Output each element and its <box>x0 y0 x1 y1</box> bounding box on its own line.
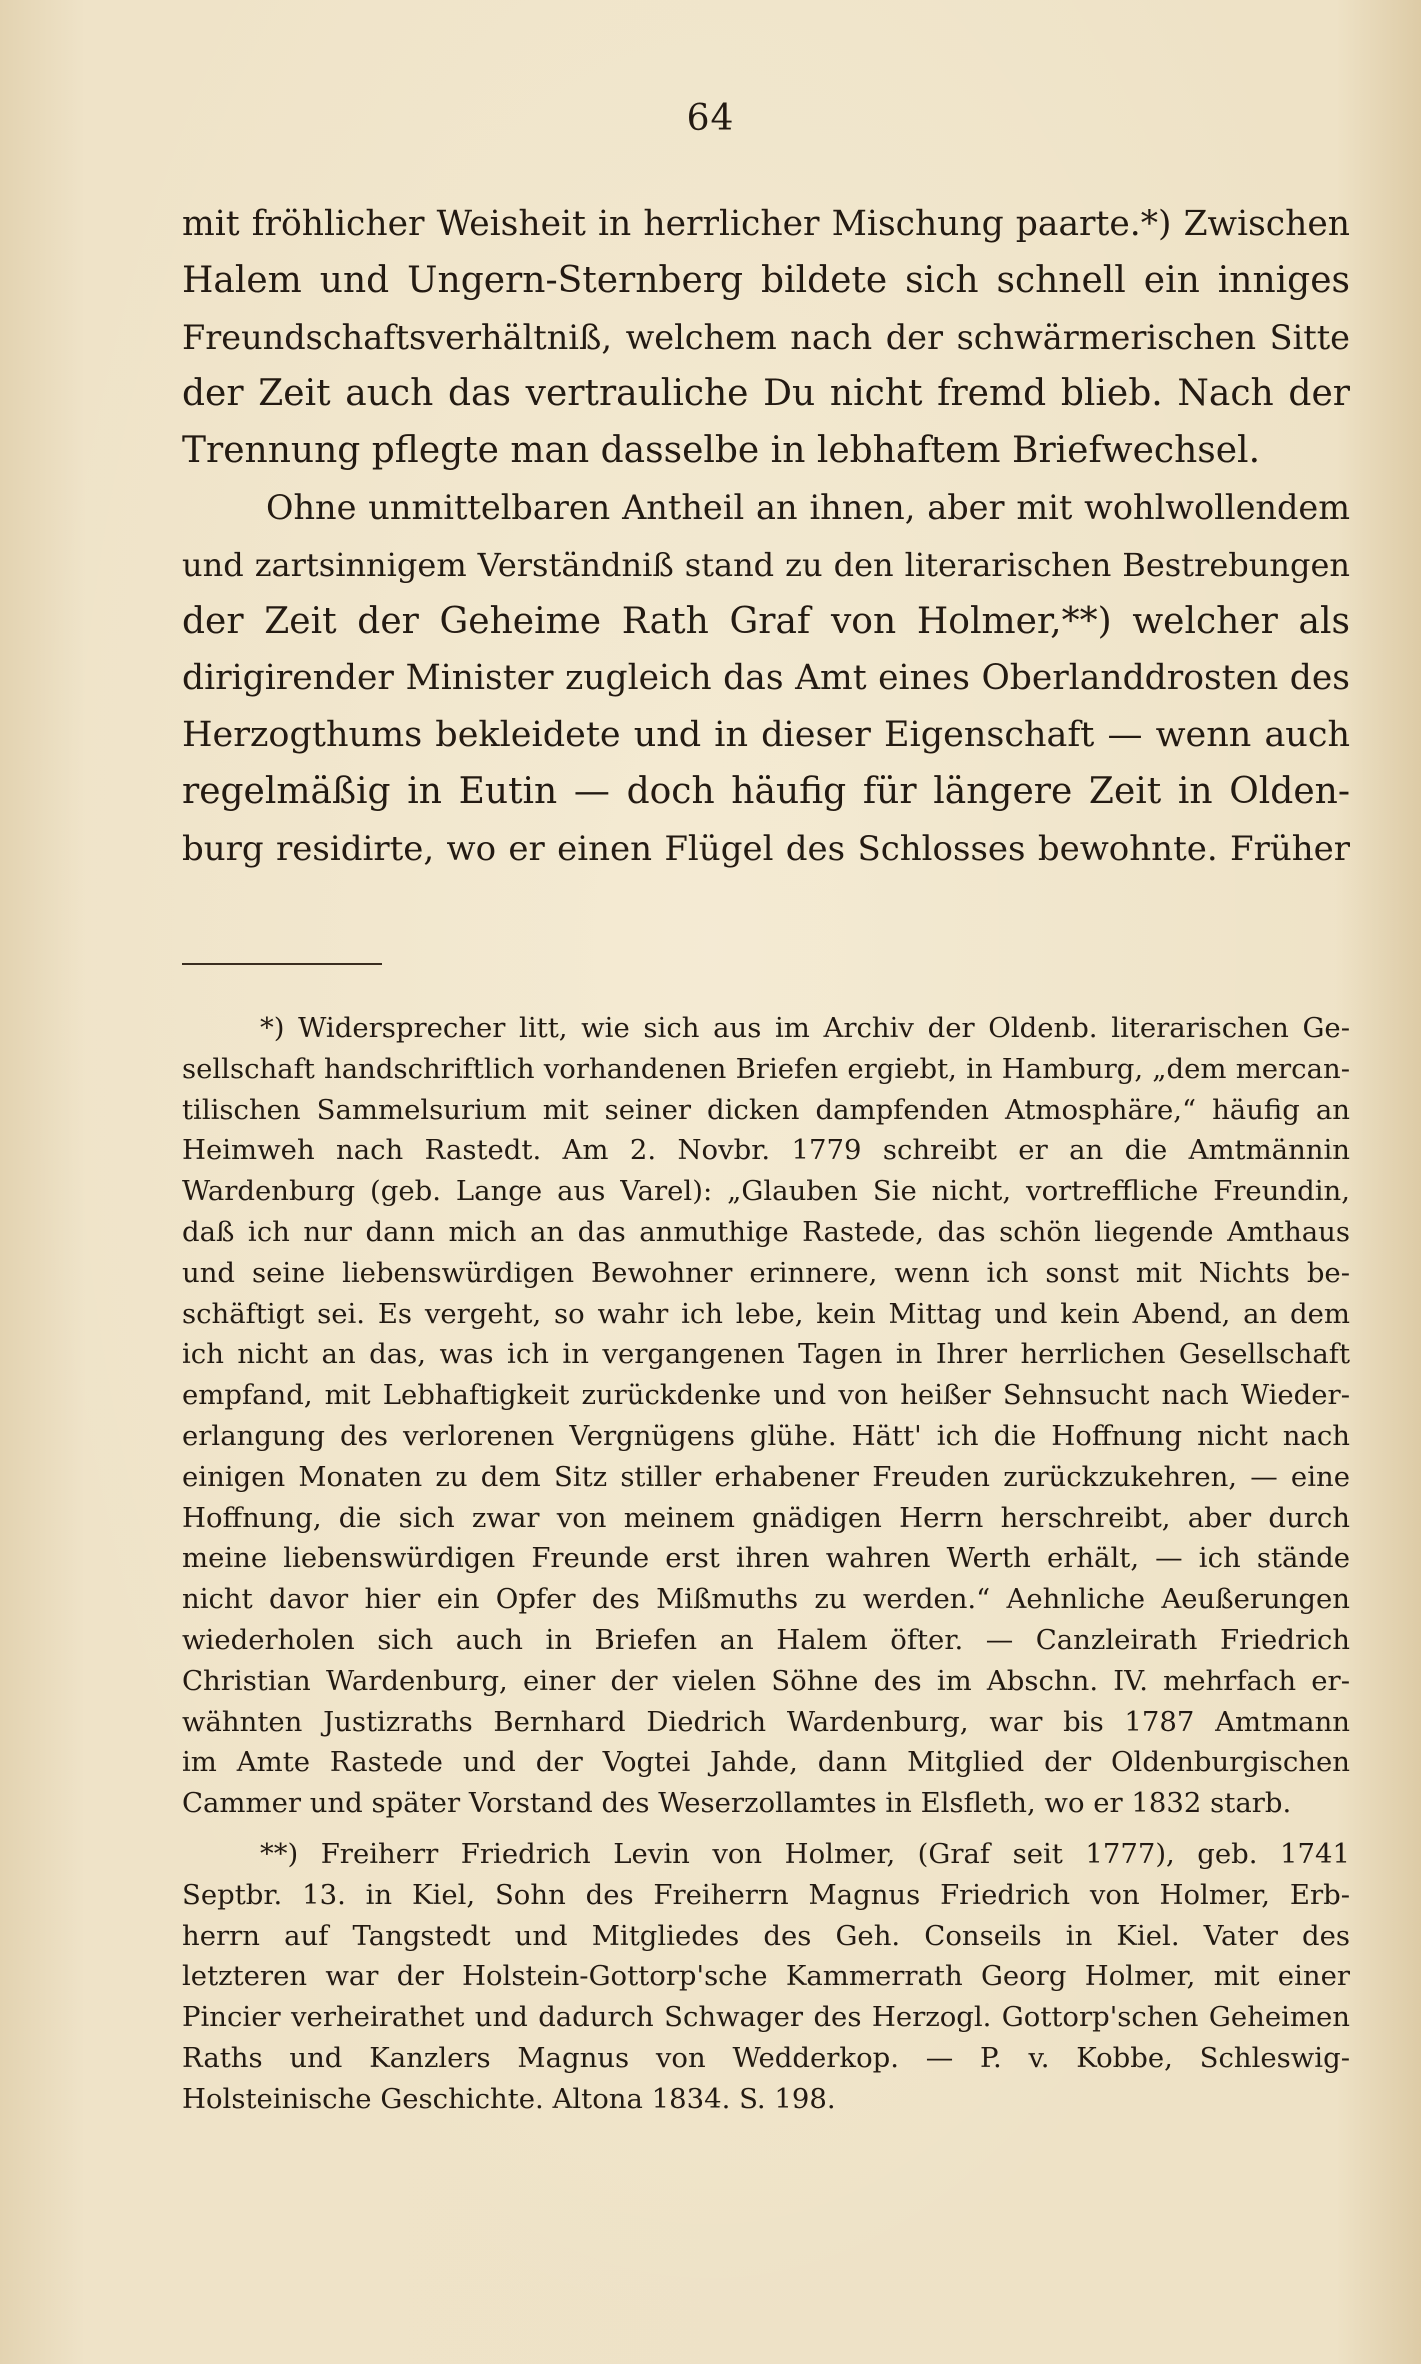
page-number: 64 <box>686 98 735 139</box>
footnote-line: wähnten Justizraths Bernhard Diedrich Wardenburg, war bis 1787 Amtmann <box>182 1705 1350 1738</box>
text-line: Trennung pflegte man dasselbe in lebhaftem Briefwechsel. <box>182 430 1261 472</box>
footnotes <box>182 1008 1350 2120</box>
footnote-line: ich nicht an das, was ich in vergangenen Tagen in Ihrer herrlichen Gesellschaft <box>182 1338 1350 1371</box>
footnote-line: letzteren war der Holstein-Gottorp'sche Kammerrath Georg Holmer, mit einer <box>182 1960 1350 1993</box>
footnote-line: empfand, mit Lebhaftigkeit zurückdenke und von heißer Sehnsucht nach Wieder- <box>182 1379 1350 1412</box>
footnote-line: Wardenburg (geb. Lange aus Varel): „Glauben Sie nicht, vortreffliche Freundin, <box>182 1175 1350 1208</box>
footnote-separator <box>182 963 382 965</box>
footnote-line: Raths und Kanzlers Magnus von Wedderkop. — P. v. Kobbe, Schleswig- <box>182 2041 1350 2074</box>
text-line: mit fröhlicher Weisheit in herrlicher Mischung paarte.*) Zwischen <box>182 204 1350 244</box>
footnote-line: nicht davor hier ein Opfer des Mißmuths zu werden.“ Aehnliche Aeußerungen <box>182 1583 1350 1616</box>
footnote-line: im Amte Rastede und der Vogtei Jahde, dann Mitglied der Oldenburgischen <box>182 1746 1350 1779</box>
text-line: burg residirte, wo er einen Flügel des Schlosses bewohnte. Früher <box>182 828 1350 869</box>
text-line: Herzogthums bekleidete und in dieser Eigenschaft — wenn auch <box>182 715 1350 756</box>
text-line: der Zeit der Geheime Rath Graf von Holmer,**) welcher als <box>182 600 1350 642</box>
footnote-2 <box>182 1834 1350 2120</box>
footnote-line: *) Widersprecher litt, wie sich aus im Archiv der Oldenb. literarischen Ge- <box>260 1012 1350 1044</box>
text-line: regelmäßig in Eutin — doch häufig für längere Zeit in Olden- <box>182 770 1350 812</box>
footnote-line: herrn auf Tangstedt und Mitgliedes des Geh. Conseils in Kiel. Vater des <box>182 1919 1350 1952</box>
footnote-line: tilischen Sammelsurium mit seiner dicken dampfenden Atmosphäre,“ häufig an <box>182 1093 1350 1126</box>
text-line: Ohne unmittelbaren Antheil an ihnen, aber mit wohlwollendem <box>266 487 1350 527</box>
footnote-1 <box>182 1008 1350 1824</box>
footnote-line: schäftigt sei. Es vergeht, so wahr ich lebe, kein Mittag und kein Abend, an dem <box>182 1297 1350 1330</box>
footnote-line: wiederholen sich auch in Briefen an Halem öfter. — Canzleirath Friedrich <box>182 1623 1350 1656</box>
footnote-line: sellschaft handschriftlich vorhandenen Briefen ergiebt, in Hamburg, „dem mercan- <box>182 1052 1350 1085</box>
footnote-line: Heimweh nach Rastedt. Am 2. Novbr. 1779 schreibt er an die Amtmännin <box>182 1134 1350 1167</box>
footnote-line: Holsteinische Geschichte. Altona 1834. S. 198. <box>182 2082 836 2115</box>
footnote-line: Hoffnung, die sich zwar von meinem gnädigen Herrn herschreibt, aber durch <box>182 1501 1350 1534</box>
footnote-gap <box>182 1824 1350 1834</box>
footnote-line: Christian Wardenburg, einer der vielen Söhne des im Abschn. IV. mehrfach er- <box>182 1664 1350 1697</box>
footnote-line: Septbr. 13. in Kiel, Sohn des Freiherrn Magnus Friedrich von Holmer, Erb- <box>182 1878 1350 1911</box>
text-line: dirigirender Minister zugleich das Amt eines Oberlanddrosten des <box>182 658 1350 699</box>
footnote-line: meine liebenswürdigen Freunde erst ihren wahren Werth erhält, — ich stände <box>182 1542 1350 1575</box>
text-line: der Zeit auch das vertrauliche Du nicht fremd blieb. Nach der <box>182 373 1350 415</box>
main-text <box>182 196 1350 878</box>
footnote-line: **) Freiherr Friedrich Levin von Holmer, (Graf seit 1777), geb. 1741 <box>260 1837 1350 1870</box>
footnote-line: einigen Monaten zu dem Sitz stiller erhabener Freuden zurückzukehren, — eine <box>182 1460 1350 1493</box>
footnote-line: Pincier verheirathet und dadurch Schwager des Herzogl. Gottorp'schen Geheimen <box>182 2001 1350 2034</box>
footnote-line: Cammer und später Vorstand des Weserzollamtes in Elsfleth, wo er 1832 starb. <box>182 1787 1292 1820</box>
text-line: Freundschaftsverhältniß, welchem nach der schwärmerischen Sitte <box>182 317 1350 357</box>
footnote-line: und seine liebenswürdigen Bewohner erinnere, wenn ich sonst mit Nichts be- <box>182 1256 1350 1289</box>
text-line: und zartsinnigem Verständniß stand zu den literarischen Bestrebungen <box>182 545 1350 584</box>
footnote-line: erlangung des verlorenen Vergnügens glühe. Hätt' ich die Hoffnung nicht nach <box>182 1419 1350 1452</box>
text-line: Halem und Ungern-Sternberg bildete sich schnell ein inniges <box>182 259 1350 301</box>
footnote-line: daß ich nur dann mich an das anmuthige Rastede, das schön liegende Amthaus <box>182 1215 1350 1248</box>
